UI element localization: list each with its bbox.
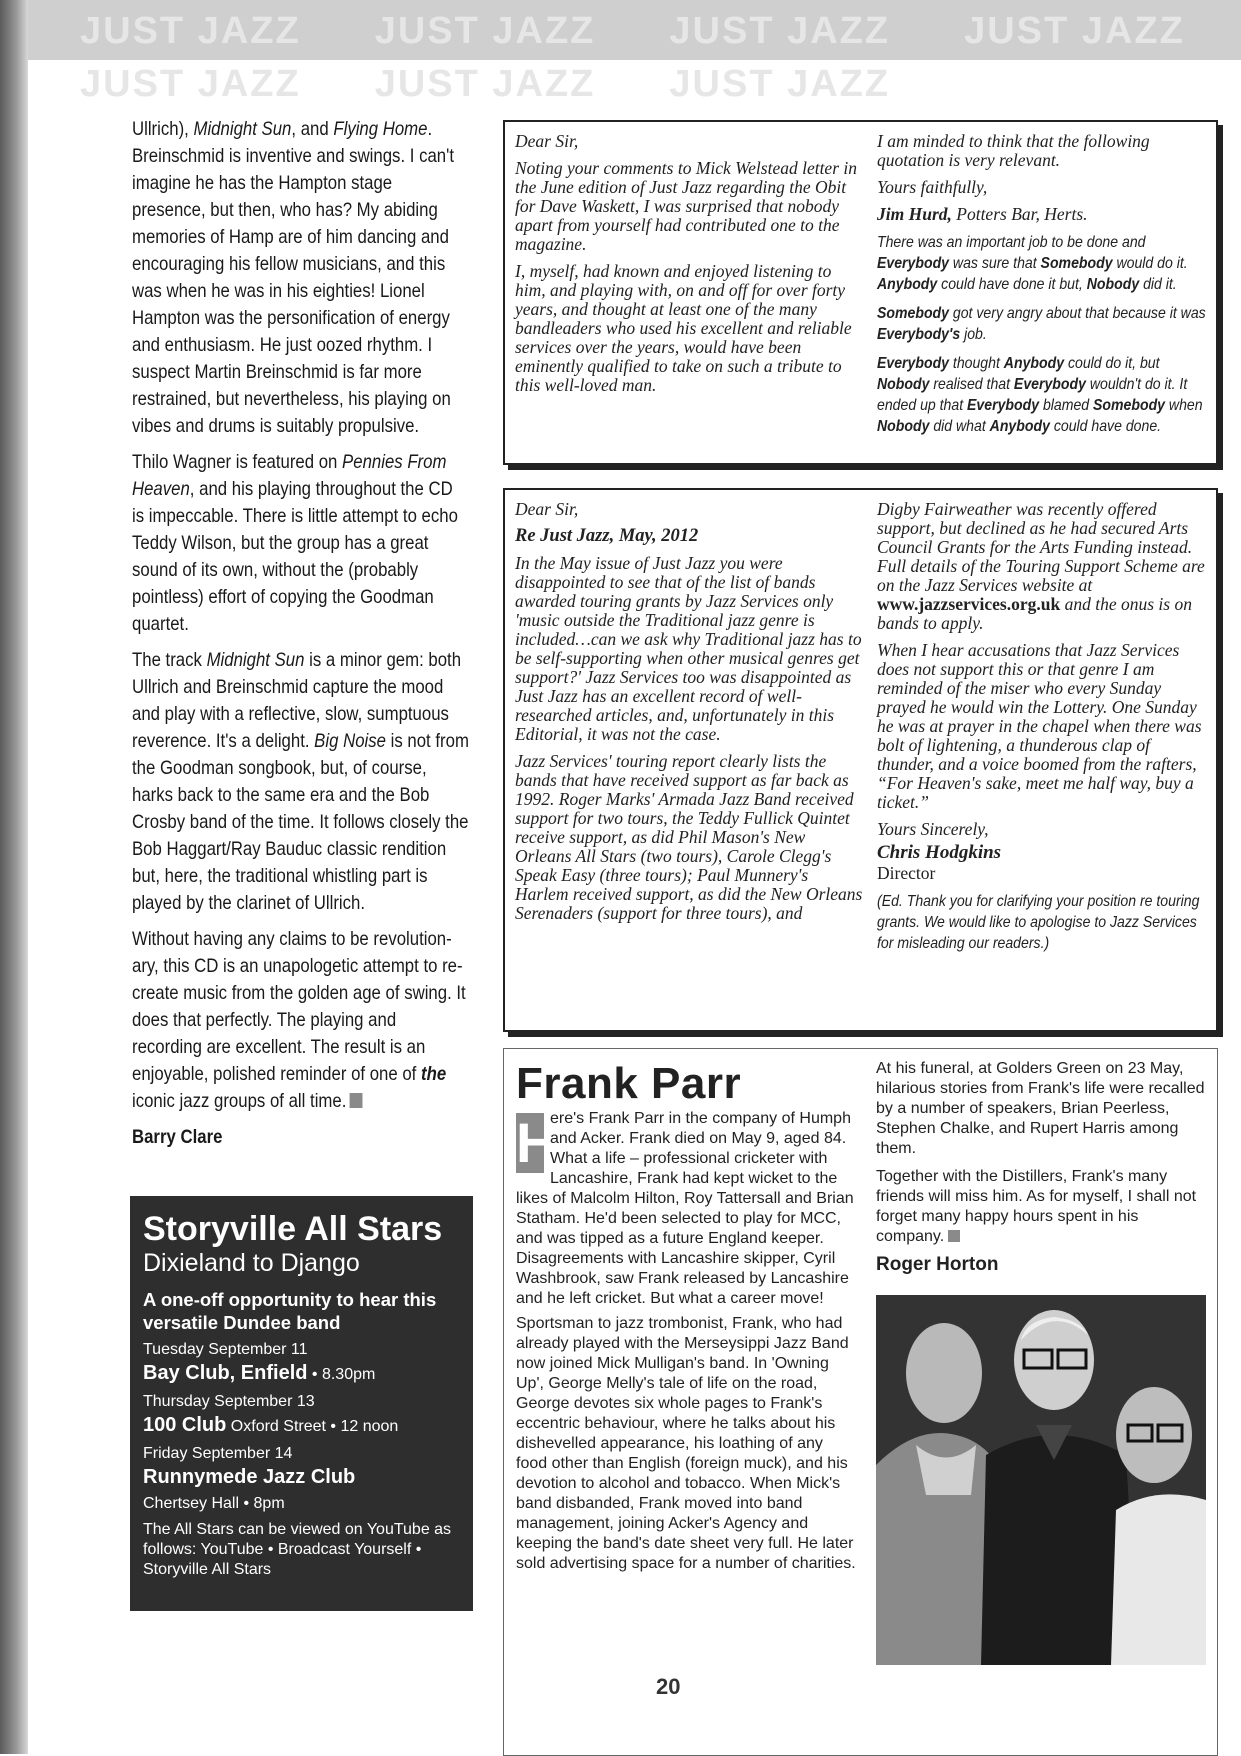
letter-paragraph: In the May issue of Just Jazz you were disappointed to see that of the list of bands awarded touring grants by Jazz Services only 'music outside the Traditional jazz genre is included…can we ask why Traditional jazz has to be self-supporting when other musical genres get support?' Jazz Services too was disappointed as Just Jazz has an excellent record of well-researched articles, and, unfortunately in this Editorial, it was not the case. <box>515 553 862 744</box>
end-mark-icon <box>948 1230 960 1242</box>
review-paragraph: Without having any claims to be revolution-ary, this CD is an unapologetic attempt to re-create music from the golden age of swing. It does that perfectly. The playing and recording are excellent. The result is an enjoyable, polished reminder of one of the iconic jazz groups of all time. <box>132 928 466 1112</box>
obituary-frank-parr <box>503 1048 1218 1756</box>
obituary-paragraph: Sportsman to jazz trombonist, Frank, who had already played with the Merseysippi Jazz Band now joined Mick Mulligan's band. In 'Owning Up', George Melly's tale of life on the road, George devotes six whole pages to Frank's eccentric behaviour, where he talks about his dishevelled appearance, his loathing of any food other than English (foreign muck), and his devotion to alcohol and tobacco. When Mick's band disbanded, Frank moved into band management, joining Acker's Agency and keeping the band's date sheet very full. He later sold advertising space for a number of charities. <box>516 1315 856 1572</box>
obituary-title: Frank Parr <box>516 1059 742 1108</box>
cd-review-column <box>132 116 469 1151</box>
gig-venue: Bay Club, Enfield • 8.30pm <box>143 1362 376 1384</box>
letter-role: Director <box>877 863 936 883</box>
obituary-column <box>876 1059 1206 1275</box>
obituary-column <box>516 1109 856 1579</box>
gig-date: Friday September 14 <box>143 1445 293 1462</box>
letter-column <box>877 500 1207 954</box>
letter-subject: Re Just Jazz, May, 2012 <box>515 526 699 546</box>
letter-paragraph: When I hear accusations that Jazz Services does not support this or that genre I am reminded of the miser who every Sunday prayed he would win the Lottery. One Sunday he was at prayer in the chapel when there was bolt of lightening, a thunderous clap of thunder, and a voice boomed from the rafters, “For Heaven's sake, meet me half way, buy a ticket.” <box>877 640 1202 812</box>
letter-column <box>515 132 863 403</box>
letter-jim-hurd <box>503 120 1218 465</box>
masthead-text: JUST JAZZ <box>80 10 301 52</box>
letter-closing: Yours faithfully, <box>877 177 988 197</box>
review-paragraph: The track Midnight Sun is a minor gem: both Ullrich and Breinschmid capture the mood and play with a reflective, slow, sumptuous reverence. It's a delight. Big Noise is not from the Goodman songbook, but, of course, harks back to the same era and the Bob Crosby band of the time. It follows closely the Bob Haggart/Ray Bauduc classic rendition but, here, the traditional whistling part is played by the clarinet of Ullrich. <box>132 649 469 914</box>
masthead-text: JUST JAZZ <box>374 63 596 105</box>
review-paragraph: Thilo Wagner is featured on Pennies From Heaven, and his playing throughout the CD is impeccable. There is little attempt to echo Teddy Wilson, but the group has a great sound of its own, without the (probably pointless) effort of copying the Goodman quartet. <box>132 451 458 635</box>
advert-subtitle: Dixieland to Django <box>143 1249 360 1277</box>
masthead-text: JUST JAZZ <box>669 10 891 52</box>
letter-salutation: Dear Sir, <box>515 131 579 151</box>
gig-detail: Chertsey Hall • 8pm <box>143 1495 285 1512</box>
obituary-paragraph: At his funeral, at Golders Green on 23 May, hilarious stories from Frank's life were recalled by a number of speakers, Brian Peerless, Stephen Chalke, and Rupert Harris among them. <box>876 1060 1205 1157</box>
letter-paragraph: Digby Fairweather was recently offered support, but declined as he had secured Arts Council Grants for the Arts Funding instead. Full details of the Touring Support Scheme are on the Jazz Services website at www.jazzservices.org.uk and the onus is on bands to apply. <box>877 499 1205 633</box>
website-link[interactable]: www.jazzservices.org.uk <box>877 594 1061 614</box>
masthead-text: JUST JAZZ <box>374 10 596 52</box>
obituary-paragraph: H ere's Frank Parr in the company of Humph and Acker. Frank died on May 9, aged 84. What a life – professional cricketer with Lancashire, Frank had kept wicket to the likes of Malcolm Hilton, Roy Tattersall and Brian Statham. He'd been selected to play for MCC, and was tipped as a future England keeper. Disagreements with Lancashire skipper, Cyril Washbrook, saw Frank released by Lancashire and he left cricket. But what a career move! <box>516 1110 854 1307</box>
letter-closing: Yours Sincerely, <box>877 819 989 839</box>
advert-tagline: A one-off opportunity to hear this versatile Dundee band <box>143 1289 437 1333</box>
quotation-block: There was an important job to be done and Everybody was sure that Somebody would do it. Anybody could have done it but, Nobody did it. Somebody got very angry about that because it was Everybody's job. Everybody thought Anybody could do it, but Nobody realised that Everybody wouldn't do it. It ended up that Everybody blamed Somebody when Nobody did what Anybody could have done. <box>877 234 1206 435</box>
letter-signature: Jim Hurd, Potters Bar, Herts. <box>877 204 1088 224</box>
letter-paragraph: I am minded to think that the following quotation is very relevant. <box>877 131 1150 170</box>
obituary-paragraph: Together with the Distillers, Frank's many friends will miss him. As for myself, I shall not forget many happy hours spent in his company. <box>876 1168 1197 1245</box>
letter-column <box>877 132 1207 445</box>
masthead-banner <box>28 0 1241 105</box>
end-mark-icon <box>350 1093 363 1108</box>
editor-note: (Ed. Thank you for clarifying your position re touring grants. We would like to apologise to Jazz Services for misleading our readers.) <box>877 893 1200 952</box>
gig-venue: 100 Club Oxford Street • 12 noon <box>143 1414 399 1436</box>
masthead-text: JUST JAZZ <box>669 63 891 105</box>
drop-cap: H <box>516 1111 557 1174</box>
review-signature: Barry Clare <box>132 1126 223 1148</box>
letter-salutation: Dear Sir, <box>515 499 579 519</box>
gig-date: Tuesday September 11 <box>143 1341 308 1358</box>
gig-venue: Runnymede Jazz Club <box>143 1466 356 1488</box>
obituary-signature: Roger Horton <box>876 1254 999 1275</box>
letter-chris-hodgkins <box>503 488 1218 1032</box>
photo-frank-parr-humph-acker <box>876 1295 1206 1665</box>
masthead-text: JUST JAZZ <box>964 10 1185 52</box>
masthead-text: JUST JAZZ <box>80 63 301 105</box>
storyville-advert <box>130 1196 473 1611</box>
gig-date: Thursday September 13 <box>143 1393 315 1410</box>
letter-column <box>515 500 863 931</box>
letter-paragraph: Noting your comments to Mick Welstead letter in the June edition of Just Jazz regarding the Obit for Dave Waskett, I was surprised that nobody apart from yourself had contributed one to the magazine. <box>515 158 858 254</box>
review-paragraph: Ullrich), Midnight Sun, and Flying Home. Breinschmid is inventive and swings. I can't imagine he has the Hampton stage presence, but then, who has? My abiding memories of Hamp are of him dancing and encouraging his fellow musicians, and this was when he was in his eighties! Lionel Hampton was the personification of energy and enthusiasm. He just oozed rhythm. I suspect Martin Breinschmid is far more restrained, but nevertheless, his playing on vibes and drums is suitably propulsive. <box>132 118 454 437</box>
page-binding-edge <box>0 0 28 1754</box>
letter-signature: Chris Hodgkins <box>877 842 1002 863</box>
advert-youtube-note: The All Stars can be viewed on YouTube as follows: YouTube • Broadcast Yourself • Storyville All Stars <box>143 1521 452 1578</box>
advert-title: Storyville All Stars <box>143 1210 443 1248</box>
page-number: 20 <box>656 1674 681 1699</box>
letter-paragraph: I, myself, had known and enjoyed listening to him, and playing with, on and off for over forty years, and thought at least one of the many bandleaders who used his excellent and reliable services over the years, would have been eminently qualified to take on such a tribute to this well-loved man. <box>515 261 852 395</box>
group-photo-image <box>876 1295 1206 1665</box>
letter-paragraph: Jazz Services' touring report clearly lists the bands that have received support as far back as 1992. Roger Marks' Armada Jazz Band received support for two tours, the Teddy Fullick Quintet receive support, as did Phil Mason's New Orleans All Stars (two tours), Carole Clegg's Speak Easy (three tours); Paul Munnery's Harlem received support, as did the New Orleans Serenaders (support for three tours), and <box>515 751 863 923</box>
